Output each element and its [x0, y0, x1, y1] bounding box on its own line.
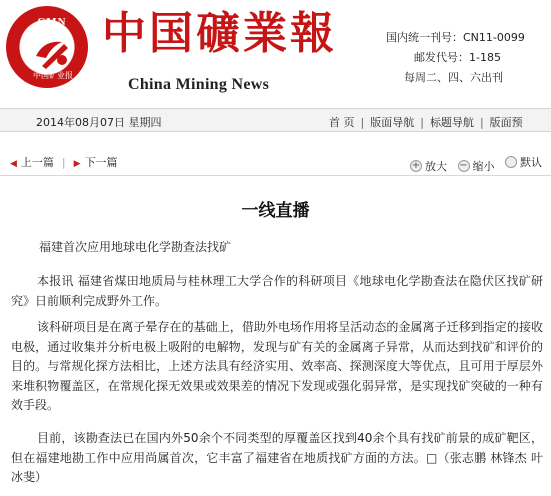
- issue-info: [386, 28, 525, 88]
- zoom-in-button[interactable]: [410, 158, 447, 174]
- newspaper-logo: [6, 6, 88, 88]
- pickaxe-icon: [32, 36, 74, 70]
- site-nav: [329, 114, 523, 130]
- article-toolbar: [0, 148, 551, 176]
- zoom-default-label: 默认: [520, 156, 542, 169]
- zoom-default-button[interactable]: [505, 154, 542, 170]
- next-article-link[interactable]: [74, 156, 118, 169]
- masthead: [0, 0, 551, 100]
- article-pager: [10, 154, 118, 170]
- prev-article-link[interactable]: [10, 156, 54, 169]
- next-article-label: 下一篇: [84, 156, 118, 169]
- zoom-in-label: 放大: [425, 160, 447, 173]
- article-title: 福建首次应用地球电化学勘查法找矿: [39, 240, 232, 254]
- issue-date: 2014年08月07日 星期四: [36, 116, 162, 129]
- nav-preview-link[interactable]: 版面预: [489, 116, 523, 129]
- nav-separator: |: [360, 116, 365, 129]
- issue-number: 国内统一刊号：CN11-0099: [386, 31, 525, 44]
- article-paragraph: 本报讯 福建省煤田地质局与桂林理工大学合作的科研项目《地球电化学勘查法在隐伏区找矿研究》日前顺利完成野外工作。: [11, 274, 543, 308]
- default-circle-icon: [505, 156, 517, 168]
- nav-headlines-link[interactable]: 标题导航: [429, 116, 474, 129]
- newspaper-title: 中国礦業報: [102, 8, 337, 59]
- article-section-title: 一线直播: [241, 201, 310, 221]
- font-size-controls: [410, 154, 549, 174]
- logo-subtext: 中国矿业报: [33, 71, 73, 80]
- zoom-out-button[interactable]: [458, 158, 495, 174]
- date-nav-bar: [0, 108, 551, 132]
- triangle-left-icon: ◀: [10, 159, 17, 169]
- nav-separator: |: [479, 116, 484, 129]
- logo-cmn-text: CMN: [37, 16, 67, 28]
- nav-layout-link[interactable]: 版面导航: [370, 116, 415, 129]
- prev-article-label: 上一篇: [20, 156, 54, 169]
- triangle-right-icon: ▶: [73, 159, 81, 169]
- pager-divider: |: [61, 156, 66, 169]
- plus-circle-icon: +: [411, 160, 421, 171]
- minus-circle-icon: −: [459, 160, 468, 171]
- article-paragraph: 目前，该勘查法已在国内外50余个不同类型的厚覆盖区找到40余个具有找矿前景的成矿靶区，但在福建地勘工作中应用尚属首次，它丰富了福建省在地质找矿方面的方法。□（张志鹏 林锋杰 叶冰斐）: [11, 431, 543, 484]
- postal-code: 邮发代号：1-185: [414, 51, 501, 64]
- nav-separator: |: [420, 116, 424, 129]
- nav-home-link[interactable]: 首 页: [329, 116, 355, 129]
- newspaper-title-en: China Mining News: [128, 76, 270, 93]
- zoom-out-label: 缩小: [472, 160, 495, 173]
- publish-days: 每周二、四、六出刊: [404, 71, 503, 84]
- article-paragraph: 该科研项目是在离子晕存在的基础上，借助外电场作用将呈活动态的金属离子迁移到指定的接收电极，通过收集并分析电极上吸附的电解物，发现与矿有关的金属离子异常，从而达到找矿和评价的目的。与常规化探方法相比，上述方法具有经济实用、效率高、探测深度大等优点，且可用于厚层外来堆积物覆盖区，在常规化探无效果或效果差的情况下发现或强化弱异常，是实现找矿突破的一种有效手段。: [11, 320, 543, 412]
